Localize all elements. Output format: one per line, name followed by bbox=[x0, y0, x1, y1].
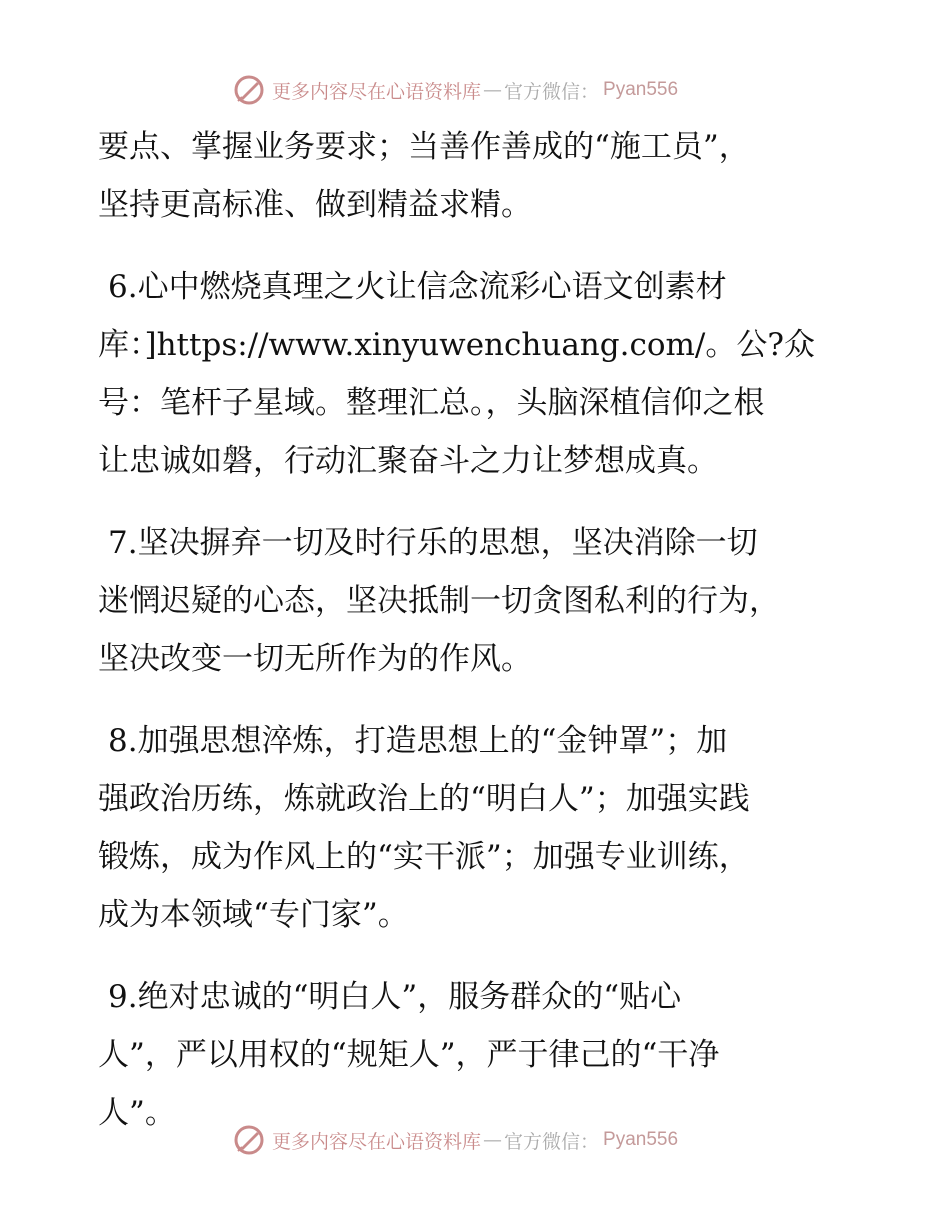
header-watermark bbox=[232, 70, 752, 110]
text-line: 人”，严以用权的“规矩人”，严于律己的“干净 bbox=[98, 1037, 720, 1073]
text-line: 锻炼，成为作风上的“实干派”；加强专业训练， bbox=[98, 839, 750, 875]
watermark-wechat-id: Pyan556 bbox=[603, 79, 679, 100]
paragraph-item-6 bbox=[98, 258, 858, 490]
text-line: 成为本领域“专门家”。 bbox=[98, 897, 409, 933]
watermark-colon: ： bbox=[580, 80, 600, 103]
quill-pen-logo-icon bbox=[232, 73, 266, 107]
watermark-separator: — bbox=[483, 79, 503, 101]
quill-pen-logo-icon bbox=[232, 1123, 266, 1157]
watermark-wechat-id: Pyan556 bbox=[603, 1129, 679, 1150]
watermark-brand: 更多内容尽在心语资料库 bbox=[272, 80, 482, 103]
text-line: 迷惘迟疑的心态，坚决抵制一切贪图私利的行为， bbox=[98, 583, 780, 619]
document-body bbox=[98, 118, 858, 1142]
watermark-colon: ： bbox=[580, 1130, 600, 1153]
paragraph-item-8 bbox=[98, 712, 858, 944]
watermark-brand: 更多内容尽在心语资料库 bbox=[272, 1130, 482, 1153]
watermark-wechat-label: 官方微信 bbox=[504, 80, 581, 103]
text-line: 库：]https://www.xinyuwenchuang.com/。公?众 bbox=[98, 327, 815, 363]
watermark-separator: — bbox=[483, 1129, 503, 1151]
footer-watermark bbox=[232, 1120, 752, 1160]
text-line: 坚决改变一切无所作为的作风。 bbox=[98, 641, 532, 677]
paragraph-item-9 bbox=[98, 968, 858, 1142]
text-line: 6.心中燃烧真理之火让信念流彩心语文创素材 bbox=[108, 269, 727, 305]
text-line: 人”。 bbox=[98, 1095, 176, 1131]
paragraph-continuation bbox=[98, 118, 858, 234]
watermark-wechat-label: 官方微信 bbox=[504, 1130, 581, 1153]
text-line: 8.加强思想淬炼，打造思想上的“金钟罩”；加 bbox=[108, 723, 728, 759]
text-line: 让忠诚如磐，行动汇聚奋斗之力让梦想成真。 bbox=[98, 443, 718, 479]
text-line: 7.坚决摒弃一切及时行乐的思想，坚决消除一切 bbox=[108, 525, 758, 561]
text-line: 坚持更高标准、做到精益求精。 bbox=[98, 187, 532, 223]
paragraph-item-7 bbox=[98, 514, 858, 688]
text-line: 9.绝对忠诚的“明白人”，服务群众的“贴心 bbox=[108, 979, 682, 1015]
text-line: 号：笔杆子星域。整理汇总。，头脑深植信仰之根 bbox=[98, 385, 765, 421]
text-line: 要点、掌握业务要求；当善作善成的“施工员”， bbox=[98, 129, 750, 165]
text-line: 强政治历练，炼就政治上的“明白人”；加强实践 bbox=[98, 781, 750, 817]
